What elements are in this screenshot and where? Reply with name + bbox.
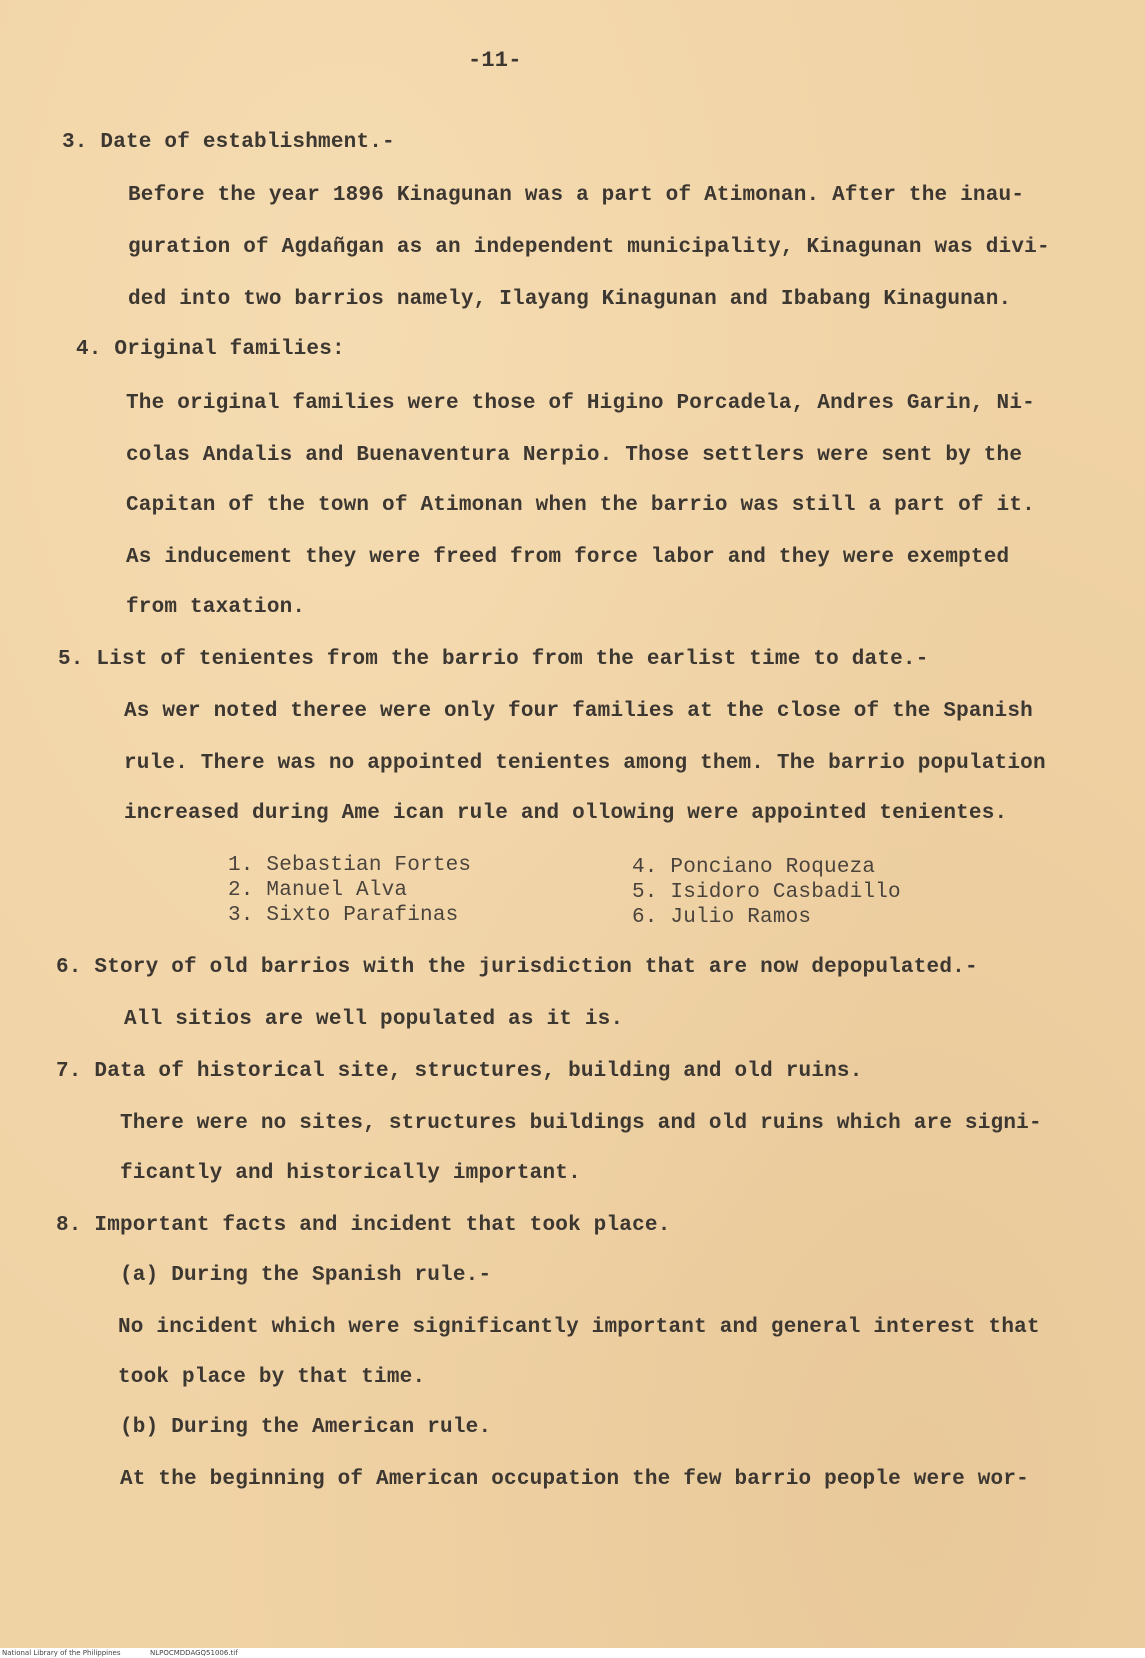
paragraph-line: No incident which were significantly important and general interest that [118, 1316, 1040, 1339]
paragraph-line: rule. There was no appointed tenientes among them. The barrio population [124, 752, 1046, 775]
section-7-heading: 7. Data of historical site, structures, building and old ruins. [56, 1060, 863, 1083]
paragraph-line: colas Andalis and Buenaventura Nerpio. Those settlers were sent by the [126, 444, 1023, 467]
paragraph-line: At the beginning of American occupation the few barrio people were wor- [120, 1468, 1029, 1491]
paragraph-line: ficantly and historically important. [120, 1162, 581, 1185]
teniente-item: 4. Ponciano Roqueza [632, 856, 876, 879]
page-number: -11- [468, 48, 522, 73]
teniente-item: 1. Sebastian Fortes [228, 854, 472, 877]
paragraph-line: Capitan of the town of Atimonan when the barrio was still a part of it. [126, 494, 1035, 517]
teniente-item: 5. Isidoro Casbadillo [632, 881, 901, 904]
section-6-heading: 6. Story of old barrios with the jurisdiction that are now depopulated.- [56, 956, 978, 979]
paragraph-line: ded into two barrios namely, Ilayang Kinagunan and Ibabang Kinagunan. [128, 288, 1012, 311]
paragraph-line: took place by that time. [118, 1366, 426, 1389]
paragraph-line: As inducement they were freed from force labor and they were exempted [126, 546, 1010, 569]
scan-footer [0, 1648, 1145, 1658]
teniente-item: 3. Sixto Parafinas [228, 904, 459, 927]
teniente-item: 2. Manuel Alva [228, 879, 408, 902]
section-5-heading: 5. List of tenientes from the barrio from the earlist time to date.- [58, 648, 929, 671]
section-4-heading: 4. Original families: [76, 338, 345, 361]
paragraph-line: increased during Ame ican rule and ollowing were appointed tenientes. [124, 802, 1008, 825]
paragraph-line: guration of Agdañgan as an independent municipality, Kinagunan was divi- [128, 236, 1050, 259]
paragraph-line: As wer noted theree were only four families at the close of the Spanish [124, 700, 1033, 723]
section-3-heading: 3. Date of establishment.- [62, 131, 395, 154]
paragraph-line: from taxation. [126, 596, 306, 619]
paragraph-line: The original families were those of Higino Porcadela, Andres Garin, Ni- [126, 392, 1035, 415]
paragraph-line: Before the year 1896 Kinagunan was a part of Atimonan. After the inau- [128, 184, 1025, 207]
section-8-heading: 8. Important facts and incident that took place. [56, 1214, 671, 1237]
file-name: NLPOCMDDAGQ51006.tif [150, 1649, 238, 1657]
subheading: (b) During the American rule. [120, 1416, 492, 1439]
library-credit: National Library of the Philippines [2, 1649, 121, 1657]
paragraph-line: All sitios are well populated as it is. [124, 1008, 624, 1031]
subheading: (a) During the Spanish rule.- [120, 1264, 492, 1287]
teniente-item: 6. Julio Ramos [632, 906, 812, 929]
paragraph-line: There were no sites, structures buildings and old ruins which are signi- [120, 1112, 1042, 1135]
